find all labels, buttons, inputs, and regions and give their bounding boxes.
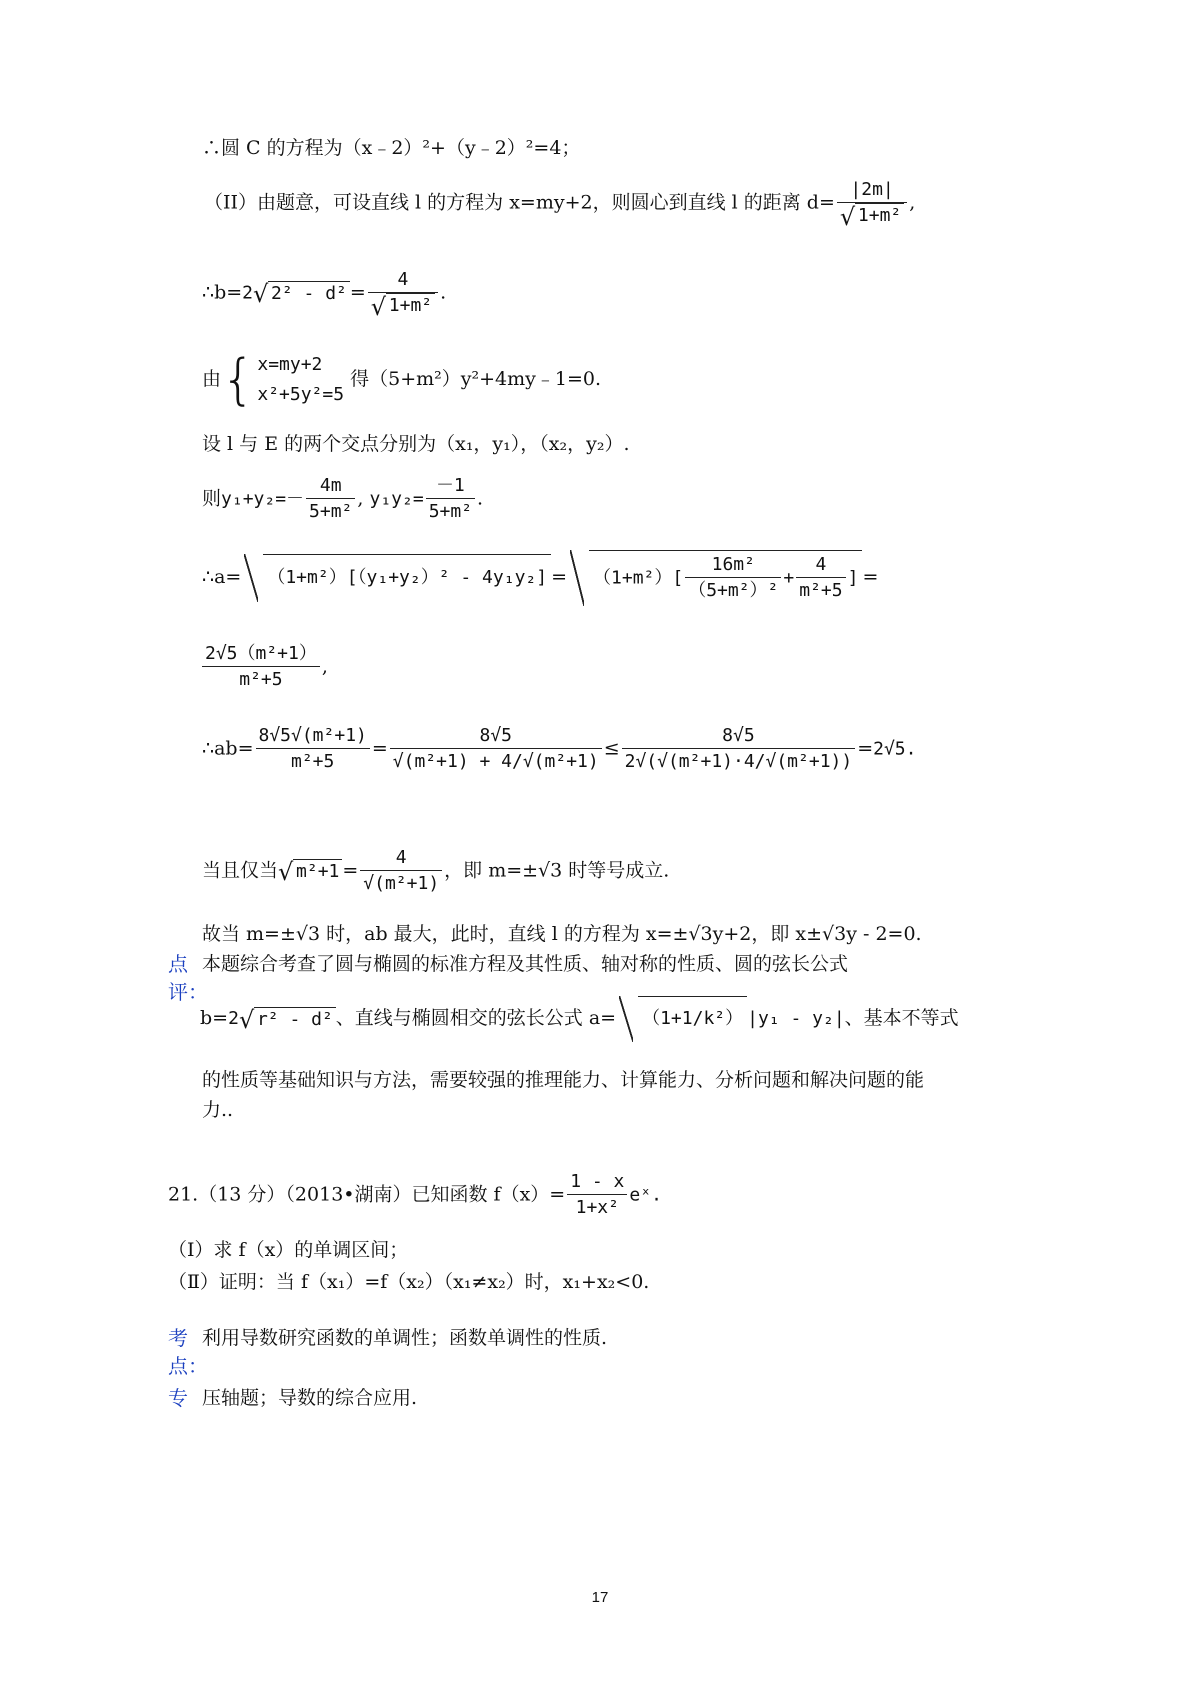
equality-condition-line: 当且仅当√ m²+1 = $\frac{4}{\text{√(m²+1)}}$ ，即 m=±√3 时等号成立. xyxy=(202,846,669,897)
distance-line: （II）由题意，可设直线 l 的方程为 x=my+2，则圆心到直线 l 的距离 d= |2m| √ 1+m² , xyxy=(204,178,915,229)
b-fraction: 4 √ 1+m² xyxy=(368,268,438,319)
comment-line-2: b=2√ r² - d² 、直线与椭圆相交的弦长公式 a= （1+1/k²） |y₁ - y₂|、基本不等式 xyxy=(200,996,959,1042)
comment-tag-1: 点 xyxy=(168,952,188,976)
ab-inequality-line: ∴ab= $\frac{\text{8√5√(m²+1)}}{\text{m²+5}}$ = $\frac{8√5}{\text{√(m²+1) + 4/√(m²+1)}}$ ≤ $\frac{8√5}{\text{2√(√(m²+1)·4/√(m²+1))}}$ =2√5. xyxy=(202,724,916,775)
zhuan-tag: 专 xyxy=(168,1386,188,1410)
zhuan-content: 压轴题；导数的综合应用. xyxy=(202,1387,418,1409)
kao-tag-2: 点： xyxy=(168,1354,208,1378)
comment-tag-2: 评： xyxy=(168,980,208,1004)
system-line: 由{ x=my+2 x²+5y²=5 得（5+m²）y²+4my﹣1=0. xyxy=(202,348,602,411)
b-formula-line: ∴b=2√ 2² - d² = 4 √ 1+m² . xyxy=(202,268,446,319)
problem-header: 21.（13 分）（2013•湖南）已知函数 f（x）= $\frac{1 - x}{\text{1+x²}}$ eˣ. xyxy=(168,1170,662,1221)
comment-line-4: 力.. xyxy=(202,1099,234,1121)
a-formula-line: ∴a= （1+m²）[（y₁+y₂）² - 4y₁y₂] = （1+m²）[ $\frac{\text{16m²}}{\text{（5+m²）²}}$ + $\frac{4}{\text{m²+5}}$ ] = xyxy=(202,550,878,606)
conclusion-line: 故当 m=±√3 时，ab 最大，此时，直线 l 的方程为 x=±√3y+2，即 x±√3y - 2=0. xyxy=(202,923,922,945)
circle-equation-line: ∴圆 C 的方程为（x﹣2）²+（y﹣2）²=4； xyxy=(202,137,581,159)
kao-tag-1: 考 xyxy=(168,1326,188,1350)
intersection-line: 设 l 与 E 的两个交点分别为（x₁，y₁），（x₂，y₂）. xyxy=(202,433,630,455)
a-result-line: $\frac{\text{2√5（m²+1）}}{\text{m²+5}}$ , xyxy=(200,642,328,693)
kao-content: 利用导数研究函数的单调性；函数单调性的性质. xyxy=(202,1327,608,1349)
comment-line-1: 本题综合考查了圆与椭圆的标准方程及其性质、轴对称的性质、圆的弦长公式 xyxy=(202,953,849,975)
question-1: （Ⅰ）求 f（x）的单调区间； xyxy=(168,1239,409,1261)
vieta-line: 则y₁+y₂=－ $\frac{4m}{\text{5+m²}}$ , y₁y₂= $\frac{-1}{\text{5+m²}}$ . xyxy=(202,474,483,525)
distance-fraction: |2m| √ 1+m² xyxy=(837,178,907,229)
page-number: 17 xyxy=(591,1589,609,1606)
comment-line-3: 的性质等基础知识与方法，需要较强的推理能力、计算能力、分析问题和解决问题的能 xyxy=(202,1069,925,1091)
question-2: （Ⅱ）证明：当 f（x₁）=f（x₂）（x₁≠x₂）时，x₁+x₂<0. xyxy=(168,1271,650,1293)
